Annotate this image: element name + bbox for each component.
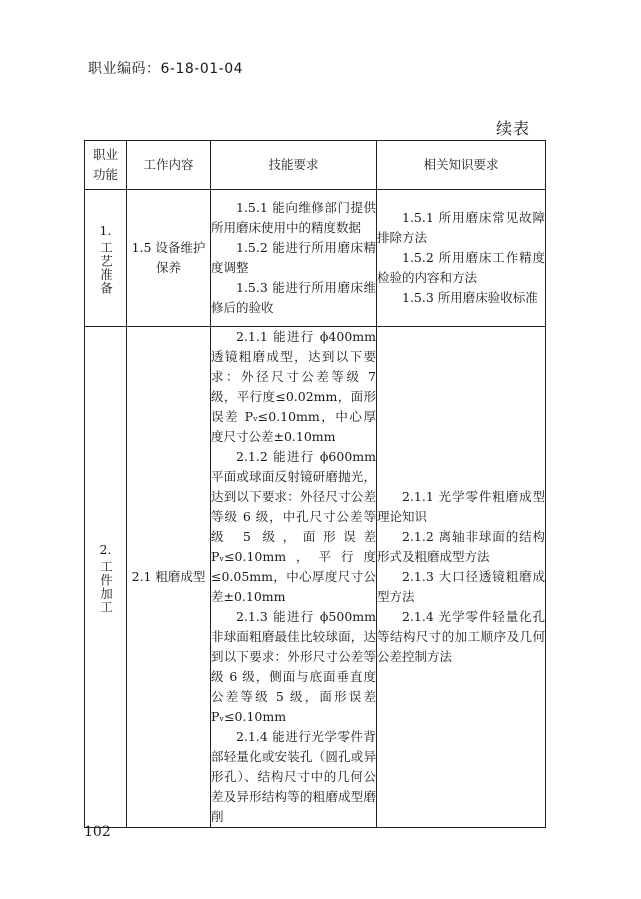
header-knowledge-requirements: 相关知识要求 — [377, 141, 546, 190]
occupation-code: 职业编码：6-18-01-04 — [88, 61, 244, 77]
function-number: 1. — [99, 223, 112, 238]
header-work-content: 工作内容 — [127, 141, 211, 190]
skill-item: 2.1.2 能进行 ϕ600mm 平面或球面反射镜研磨抛光，达到以下要求：外径尺寸公差等级 6 级，中孔尺寸公差等级 5 级，面形误差 Pᵥ≤0.10mm，平行度≤0.05mm，中心厚度尺寸公差±0.10mm — [211, 449, 376, 604]
knowledge-item: 1.5.3 所用磨床验收标准 — [402, 290, 538, 305]
header-function: 职业 功能 — [85, 141, 127, 190]
skill-item: 2.1.3 能进行 ϕ500mm 非球面粗磨最佳比较球面，达到以下要求：外形尺寸公差等级 6 级，侧面与底面垂直度公差等级 5 级，面形误差 Pᵥ≤0.10mm — [211, 609, 376, 724]
skill-item: 1.5.2 能进行所用磨床精度调整 — [211, 240, 376, 275]
knowledge-item: 1.5.1 所用磨床常见故障排除方法 — [377, 210, 545, 245]
knowledge-cell — [377, 190, 546, 327]
knowledge-cell — [377, 327, 546, 828]
header-skill-requirements: 技能要求 — [211, 141, 377, 190]
work-content-cell: 1.5 设备维护保养 — [127, 190, 211, 327]
knowledge-item: 2.1.3 大口径透镜粗磨成型方法 — [377, 569, 545, 604]
skill-item: 1.5.1 能向维修部门提供所用磨床使用中的精度数据 — [211, 200, 376, 235]
knowledge-item: 2.1.1 光学零件粗磨成型理论知识 — [377, 489, 545, 524]
continued-label: 续表 — [496, 119, 531, 138]
function-number: 2. — [99, 542, 112, 557]
knowledge-item: 2.1.2 离轴非球面的结构形式及粗磨成型方法 — [377, 529, 545, 564]
table-header-row — [85, 141, 546, 190]
work-content-cell: 2.1 粗磨成型 — [127, 327, 211, 828]
function-name: 工件加工 — [98, 560, 114, 614]
function-cell — [85, 190, 127, 327]
page-number: 102 — [84, 824, 111, 840]
table-row — [85, 327, 546, 828]
table-row — [85, 190, 546, 327]
skill-item: 2.1.1 能进行 ϕ400mm 透镜粗磨成型，达到以下要求：外径尺寸公差等级 7 级，平行度≤0.02mm，面形误差 Pᵥ≤0.10mm，中心厚度尺寸公差±0.10mm — [211, 329, 376, 444]
knowledge-item: 2.1.4 光学零件轻量化孔等结构尺寸的加工顺序及几何公差控制方法 — [377, 609, 545, 664]
skill-item: 2.1.4 能进行光学零件背部轻量化或安装孔（圆孔或异形孔）、结构尺寸中的几何公差及异形结构等的粗磨成型磨削 — [211, 729, 376, 824]
knowledge-item: 1.5.2 所用磨床工作精度检验的内容和方法 — [377, 250, 545, 285]
skill-item: 1.5.3 能进行所用磨床维修后的验收 — [211, 280, 376, 315]
function-name: 工艺准备 — [98, 241, 114, 295]
function-cell — [85, 327, 127, 828]
skill-cell — [211, 190, 377, 327]
skill-cell — [211, 327, 377, 828]
skill-requirements-table — [84, 140, 546, 828]
